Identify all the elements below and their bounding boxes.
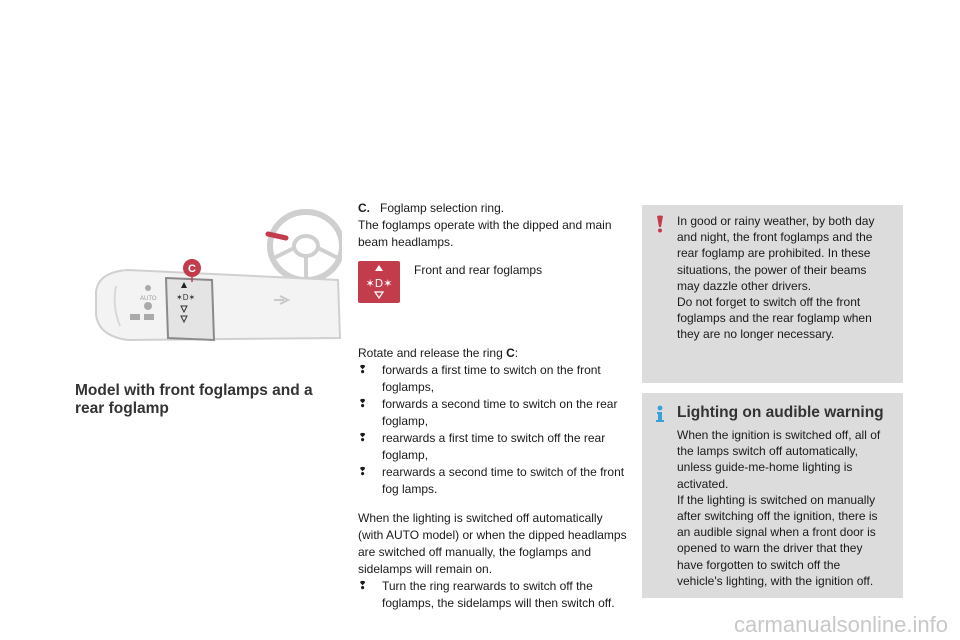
stalk-body [96, 270, 340, 340]
list-item: ❢ Turn the ring rearwards to switch off the foglamps, the sidelamps will then switch off. [358, 579, 615, 610]
watermark: carmanualsonline.info [733, 612, 948, 637]
info-text-2: If the lighting is switched on manually after switching off the ignition, there is an audible signal when a front door is opened to warn the driver that they have forgotten to switch off the vehicle's lighting, with the ignition off. [677, 492, 878, 588]
list-item: ❢ rearwards a first time to switch off the rear foglamp, [358, 431, 606, 462]
info-panel [642, 393, 903, 598]
warning-panel [642, 205, 903, 383]
foglamp-symbol-icon: ✶D✶ [176, 293, 196, 302]
info-icon [652, 405, 668, 423]
auto-label: AUTO [140, 296, 157, 302]
foglamp-ring [166, 278, 214, 340]
label-letter: C. [358, 201, 370, 215]
rotate-block [358, 345, 628, 498]
auto-text: When the lighting is switched off automatically (with AUTO model) or when the dipped headlamps are switched off manually, the foglamps and sidelamps will remain on. [358, 511, 627, 576]
svg-text:C: C [188, 263, 196, 275]
svg-text:✶D✶: ✶D✶ [365, 277, 393, 290]
front-rear-foglamp-icon [358, 261, 400, 303]
warning-text-1: In good or rainy weather, by both day and night, the front foglamps and the rear foglamp are prohibited. In these situations, the power of their beams may dazzle other drivers. [677, 214, 875, 293]
info-title: Lighting on audible warning [677, 404, 884, 421]
warning-text [677, 213, 887, 343]
warning-icon [652, 215, 668, 233]
steering-wheel-icon [270, 212, 342, 280]
auto-steps [358, 578, 628, 612]
intro-text: The foglamps operate with the dipped and main beam headlamps. [358, 218, 612, 249]
rotate-letter: C [506, 346, 515, 360]
list-item: ❢ forwards a second time to switch on the rear foglamp, [358, 397, 618, 428]
list-item: ❢ rearwards a second time to switch of the front fog lamps. [358, 465, 625, 496]
section-title: Model with front foglamps and a rear foglamp [75, 382, 313, 417]
rotate-instruction: Rotate and release the ring C: [358, 346, 519, 360]
list-item: ❢ forwards a first time to switch on the front foglamps, [358, 363, 601, 394]
label-c [358, 200, 628, 217]
rotate-steps [358, 362, 628, 498]
warning-text-2: Do not forget to switch off the front foglamps and the rear foglamp when they are no longer necessary. [677, 295, 872, 342]
foglamp-row [358, 261, 628, 315]
instructions-column [358, 200, 628, 612]
info-text-1: When the ignition is switched off, all of the lamps switch off automatically, unless guide-me-home lighting is activated. [677, 428, 881, 491]
lighting-stalk-illustration [88, 196, 342, 346]
foglamp-label: Front and rear foglamps [414, 263, 543, 277]
label-text: Foglamp selection ring. [380, 201, 505, 215]
auto-block [358, 510, 628, 612]
info-text [677, 427, 887, 589]
